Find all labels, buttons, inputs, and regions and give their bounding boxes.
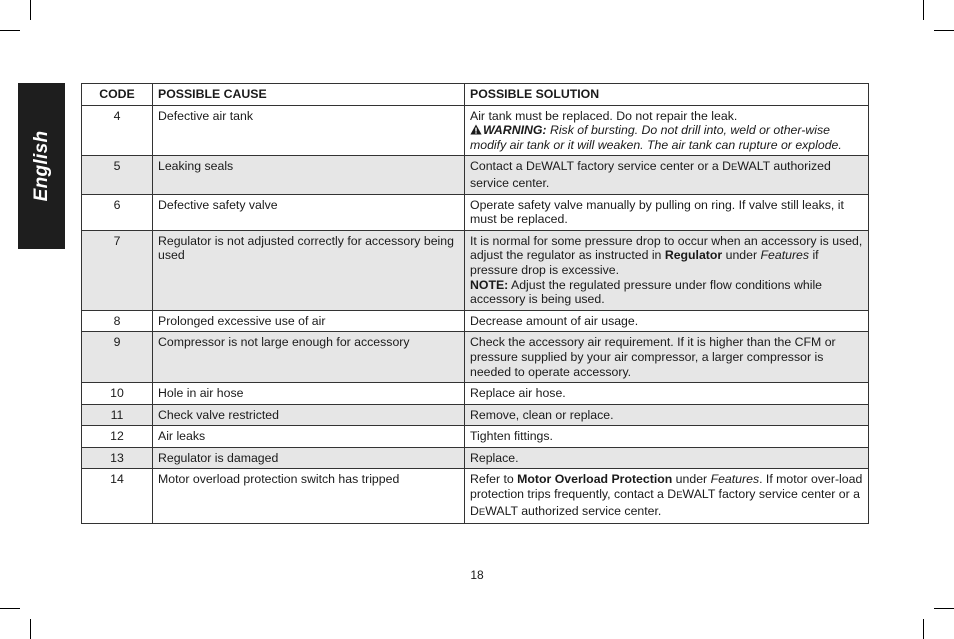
solution-text: under <box>722 248 761 263</box>
brand-smallcap: E <box>478 506 486 518</box>
solution-text: . If motor over-load protection trips frequently, contact a D <box>470 472 863 502</box>
row-cause: Compressor is not large enough for accessory <box>153 332 465 383</box>
solution-text: WALT authorized service center. <box>485 503 662 518</box>
row-code: 8 <box>82 310 153 332</box>
table-row <box>82 447 869 469</box>
table-row <box>82 310 869 332</box>
solution-text: WALT factory service center or a D <box>541 159 732 174</box>
troubleshooting-table <box>81 83 869 524</box>
row-code: 7 <box>82 230 153 310</box>
solution-text: WALT authorized service center. <box>470 159 831 190</box>
table-row <box>82 230 869 310</box>
solution-text: Air tank must be replaced. Do not repair the leak. <box>470 108 738 123</box>
table-row <box>82 105 869 156</box>
page-number: 18 <box>470 568 484 582</box>
brand-smallcap: E <box>731 162 738 174</box>
row-solution <box>465 105 869 156</box>
solution-text: Contact a D <box>470 159 535 174</box>
row-cause: Regulator is damaged <box>153 447 465 469</box>
row-code: 14 <box>82 469 153 524</box>
row-solution: Operate safety valve manually by pulling on ring. If valve still leaks, it must be replaced. <box>465 194 869 230</box>
table-row <box>82 156 869 194</box>
solution-italic: Features <box>760 248 810 263</box>
row-cause: Defective air tank <box>153 105 465 156</box>
row-cause: Regulator is not adjusted correctly for accessory being used <box>153 230 465 310</box>
table-row <box>82 194 869 230</box>
header-code: CODE <box>82 84 153 106</box>
row-code: 12 <box>82 426 153 448</box>
row-cause: Motor overload protection switch has tripped <box>153 469 465 524</box>
table-row <box>82 383 869 405</box>
row-solution <box>465 469 869 524</box>
row-cause: Defective safety valve <box>153 194 465 230</box>
solution-text: if pressure drop is excessive. <box>470 248 819 277</box>
table-row <box>82 469 869 524</box>
solution-bold: Motor Overload Protection <box>517 472 673 487</box>
solution-italic: Features <box>710 472 760 487</box>
solution-bold: Regulator <box>664 248 723 263</box>
row-solution <box>465 230 869 310</box>
table-header-row <box>82 84 869 106</box>
row-code: 6 <box>82 194 153 230</box>
solution-text: It is normal for some pressure drop to occur when an accessory is used, adjust the regulator as instructed in <box>470 233 863 263</box>
crop-mark <box>0 30 20 31</box>
language-tab <box>18 83 65 249</box>
note-label: NOTE: <box>470 277 509 292</box>
crop-mark <box>934 608 954 609</box>
row-cause: Hole in air hose <box>153 383 465 405</box>
crop-mark <box>923 0 924 20</box>
note-text: Adjust the regulated pressure under flow conditions while accessory is being used. <box>470 277 823 307</box>
warning-line <box>470 123 863 152</box>
crop-mark <box>30 0 31 20</box>
row-solution <box>465 156 869 194</box>
row-code: 10 <box>82 383 153 405</box>
row-cause: Check valve restricted <box>153 404 465 426</box>
crop-mark <box>30 619 31 639</box>
row-code: 9 <box>82 332 153 383</box>
row-cause: Air leaks <box>153 426 465 448</box>
row-solution: Replace. <box>465 447 869 469</box>
solution-text: under <box>672 472 711 487</box>
row-solution: Tighten fittings. <box>465 426 869 448</box>
brand-smallcap: E <box>676 490 683 502</box>
language-tab-label: English <box>30 130 52 202</box>
row-code: 11 <box>82 404 153 426</box>
crop-mark <box>934 30 954 31</box>
table-row <box>82 332 869 383</box>
header-cause: POSSIBLE CAUSE <box>153 84 465 106</box>
table-row <box>82 426 869 448</box>
warning-triangle-icon <box>470 124 482 135</box>
row-solution: Check the accessory air requirement. If it is higher than the CFM or pressure supplied by your air compressor, a larger compressor is needed to operate accessory. <box>465 332 869 383</box>
table-row <box>82 404 869 426</box>
solution-text: WALT factory service center or a D <box>470 487 860 518</box>
crop-mark <box>923 619 924 639</box>
row-solution: Remove, clean or replace. <box>465 404 869 426</box>
row-code: 4 <box>82 105 153 156</box>
row-solution: Replace air hose. <box>465 383 869 405</box>
row-cause: Prolonged excessive use of air <box>153 310 465 332</box>
warning-text: Risk of bursting. Do not drill into, weld or other-wise modify air tank or it will weaken. The air tank can rupture or explode. <box>470 123 842 152</box>
row-solution: Decrease amount of air usage. <box>465 310 869 332</box>
crop-mark <box>0 608 20 609</box>
solution-text: Refer to <box>470 472 518 487</box>
row-cause: Leaking seals <box>153 156 465 194</box>
brand-smallcap: E <box>534 162 542 174</box>
warning-label: WARNING: <box>483 123 547 138</box>
row-code: 13 <box>82 447 153 469</box>
header-solution: POSSIBLE SOLUTION <box>465 84 869 106</box>
row-code: 5 <box>82 156 153 194</box>
